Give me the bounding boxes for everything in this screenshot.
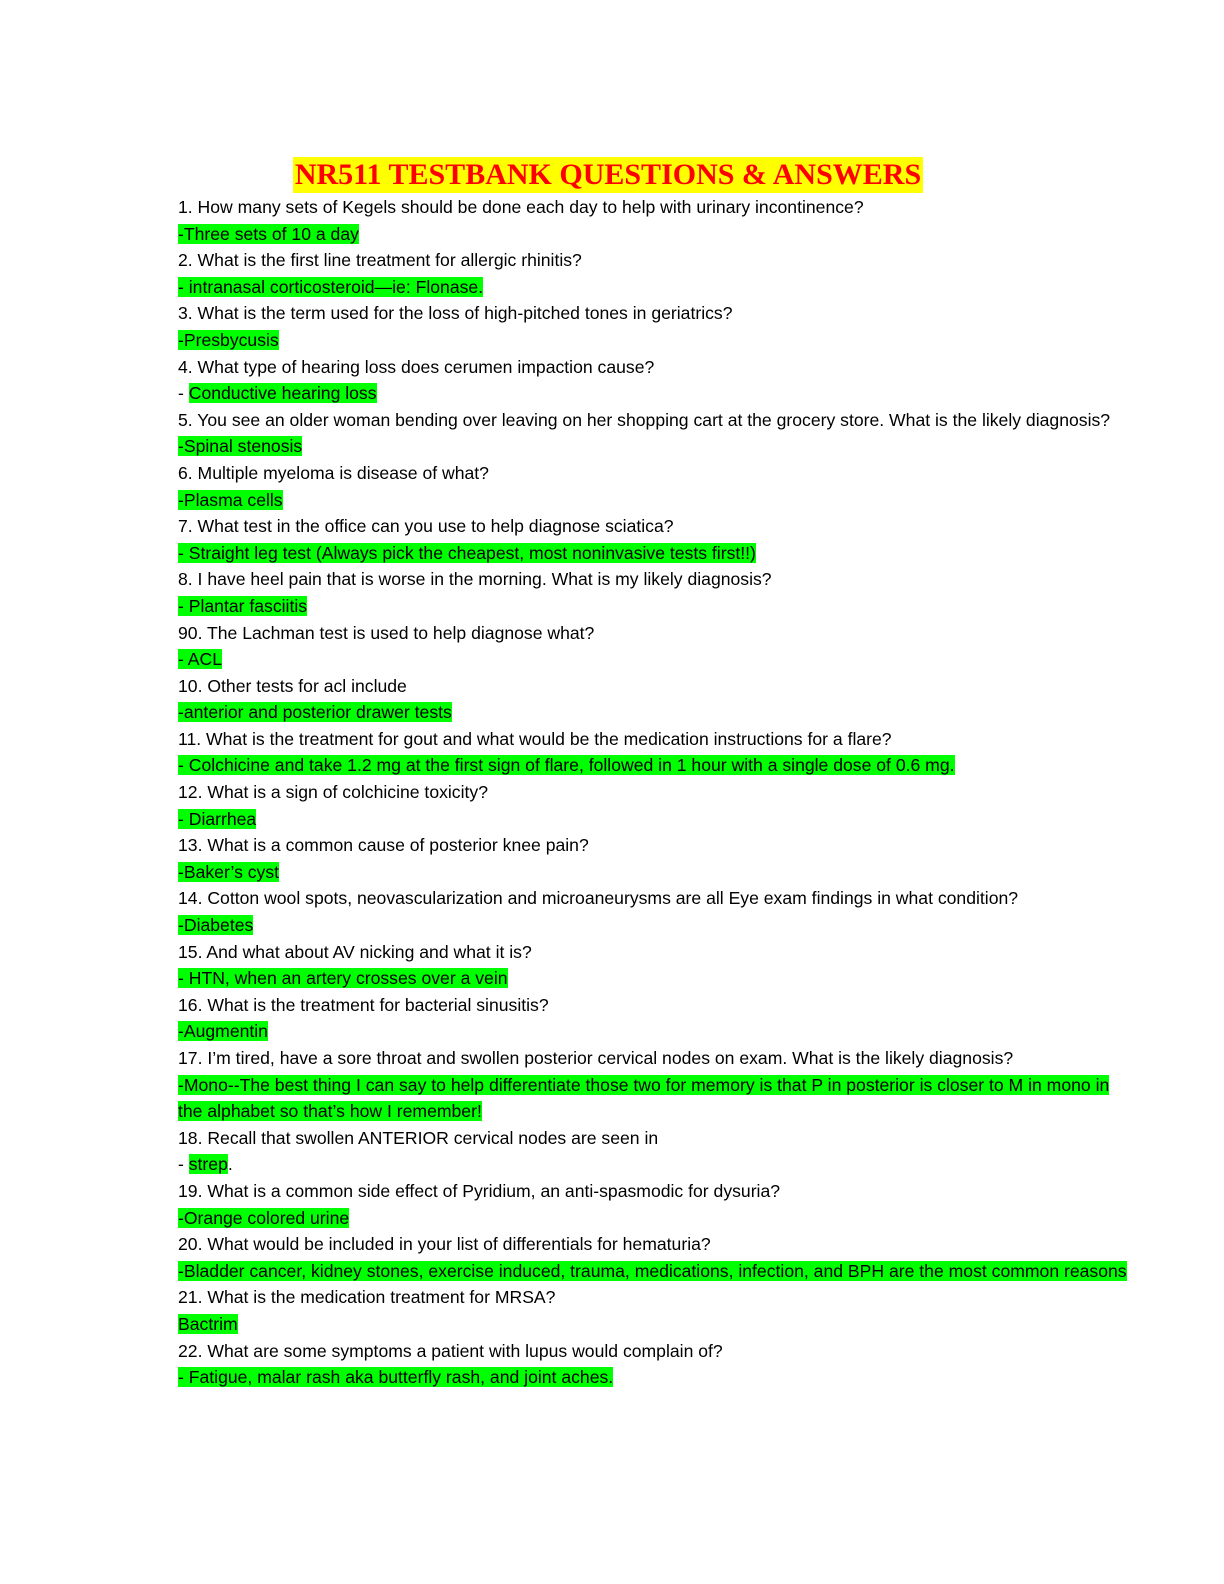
answer-line (178, 221, 1138, 248)
answer-line (178, 1205, 1138, 1232)
answer-highlight: Conductive hearing loss (188, 383, 377, 404)
answer-highlight: - Plantar fasciitis (178, 595, 308, 616)
answer-highlight: -Orange colored urine (178, 1207, 350, 1228)
question-text: 10. Other tests for acl include (178, 675, 407, 696)
answer-highlight: - ACL (178, 649, 223, 670)
answer-highlight: - HTN, when an artery crosses over a vein (178, 968, 508, 989)
answer-highlight: -Bladder cancer, kidney stones, exercise induced, trauma, medications, infection, and BPH are the most common reasons (178, 1260, 1127, 1281)
question-text: 90. The Lachman test is used to help diagnose what? (178, 622, 595, 643)
question-text: 4. What type of hearing loss does cerumen impaction cause? (178, 356, 655, 377)
answer-highlight: - Straight leg test (Always pick the cheapest, most noninvasive tests first!!) (178, 542, 756, 563)
answer-highlight: -Mono--The best thing I can say to help differentiate those two for memory is that P in posterior is closer to M in mono in the alphabet so that’s how I remember! (178, 1074, 1110, 1122)
question-text: 14. Cotton wool spots, neovascularization and microaneurysms are all Eye exam findings in what condition? (178, 888, 1019, 909)
question-text: 1. How many sets of Kegels should be done each day to help with urinary incontinence? (178, 197, 864, 217)
question-text: 22. What are some symptoms a patient with lupus would complain of? (178, 1340, 723, 1361)
question-text: 8. I have heel pain that is worse in the morning. What is my likely diagnosis? (178, 569, 772, 590)
answer-highlight: -anterior and posterior drawer tests (178, 702, 452, 723)
question-text: 12. What is a sign of colchicine toxicity? (178, 782, 488, 803)
answer-highlight: strep (188, 1154, 228, 1175)
answer-line (178, 380, 1138, 407)
answer-highlight: - Fatigue, malar rash aka butterfly rash, and joint aches. (178, 1367, 614, 1388)
answer-highlight: -Plasma cells (178, 489, 283, 510)
answer-highlight: -Spinal stenosis (178, 436, 303, 457)
answer-line (178, 1151, 1138, 1178)
answer-line (178, 1072, 1138, 1125)
answer-highlight: Bactrim (178, 1313, 238, 1334)
answer-highlight: - Diarrhea (178, 808, 257, 829)
answer-line (178, 859, 1138, 886)
answer-line (178, 806, 1138, 833)
answer-highlight: -Three sets of 10 a day (178, 223, 359, 244)
answer-line (178, 540, 1138, 567)
answer-line (178, 646, 1138, 673)
answer-line (178, 752, 1138, 779)
question-text: 21. What is the medication treatment for MRSA? (178, 1287, 556, 1308)
answer-line (178, 327, 1138, 354)
answer-suffix: . (227, 1154, 233, 1175)
answer-highlight: - Colchicine and take 1.2 mg at the first sign of flare, followed in 1 hour with a single dose of 0.6 mg. (178, 755, 955, 776)
question-text: 3. What is the term used for the loss of high-pitched tones in geriatrics? (178, 303, 733, 324)
question-text: 11. What is the treatment for gout and what would be the medication instructions for a flare? (178, 728, 892, 749)
answer-highlight: -Diabetes (178, 915, 254, 936)
question-text: 5. You see an older woman bending over leaving on her shopping cart at the grocery store. What is the likely diagnosis? (178, 409, 1111, 430)
question-text: 16. What is the treatment for bacterial sinusitis? (178, 994, 549, 1015)
answer-line (178, 699, 1138, 726)
question-text: 2. What is the first line treatment for allergic rhinitis? (178, 250, 582, 271)
answer-line (178, 965, 1138, 992)
question-text: 7. What test in the office can you use to help diagnose sciatica? (178, 516, 674, 537)
answer-line (178, 1311, 1138, 1338)
answer-prefix: - (178, 1154, 189, 1175)
question-text: 20. What would be included in your list of differentials for hematuria? (178, 1234, 711, 1255)
answer-line (178, 487, 1138, 514)
qa-list (178, 194, 1138, 1391)
answer-line (178, 1018, 1138, 1045)
question-text: 17. I’m tired, have a sore throat and swollen posterior cervical nodes on exam. What is the likely diagnosis? (178, 1048, 1014, 1068)
answer-line (178, 433, 1138, 460)
document-title: NR511 TESTBANK QUESTIONS & ANSWERS (294, 158, 922, 191)
question-text: 6. Multiple myeloma is disease of what? (178, 462, 489, 483)
answer-line (178, 912, 1138, 939)
answer-highlight: -Presbycusis (178, 329, 279, 350)
question-text: 19. What is a common side effect of Pyridium, an anti-spasmodic for dysuria? (178, 1180, 781, 1201)
answer-line (178, 1258, 1138, 1285)
answer-highlight: - intranasal corticosteroid—ie: Flonase. (178, 276, 484, 297)
question-text: 13. What is a common cause of posterior knee pain? (178, 835, 589, 856)
question-text: 18. Recall that swollen ANTERIOR cervical nodes are seen in (178, 1127, 659, 1148)
answer-prefix: - (178, 383, 189, 404)
answer-highlight: -Augmentin (178, 1021, 268, 1042)
answer-line (178, 1364, 1138, 1391)
answer-highlight: -Baker’s cyst (178, 861, 280, 882)
question-text: 15. And what about AV nicking and what it is? (178, 941, 532, 962)
answer-line (178, 593, 1138, 620)
title-container (0, 157, 1224, 193)
answer-line (178, 274, 1138, 301)
